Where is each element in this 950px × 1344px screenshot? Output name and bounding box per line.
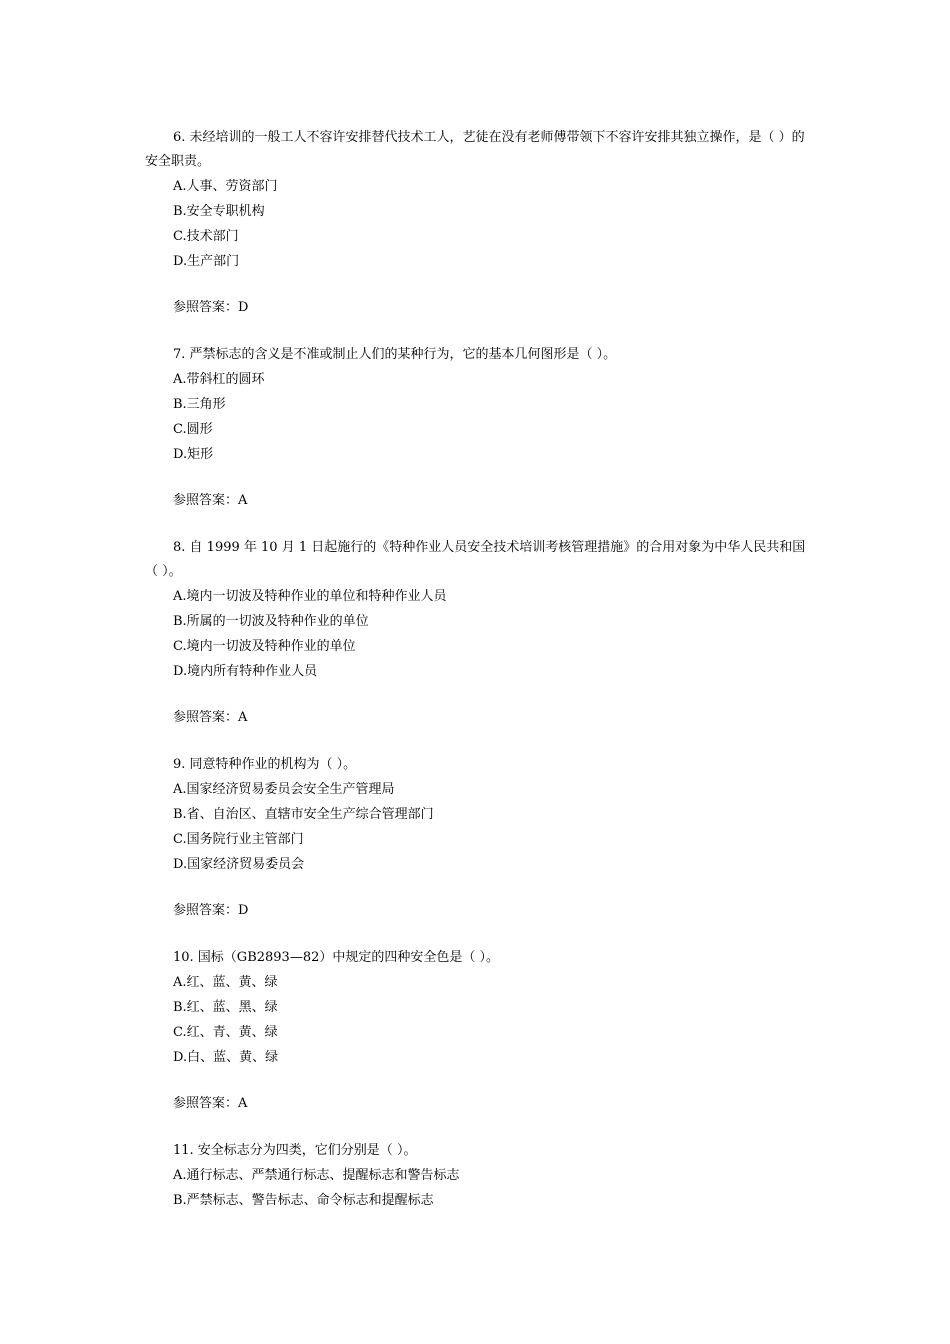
option-c: C.境内一切波及特种作业的单位 [173, 639, 356, 654]
option-a: A.带斜杠的圆环 [173, 372, 265, 387]
document-page [145, 126, 815, 1213]
question-8 [145, 536, 815, 730]
question-11 [145, 1139, 815, 1213]
question-9 [145, 753, 815, 923]
option-d: D.矩形 [173, 447, 214, 462]
answer-line: 参照答案：A [173, 710, 248, 725]
option-b: B.三角形 [173, 397, 226, 412]
option-d: D.境内所有特种作业人员 [173, 664, 318, 679]
option-a: A.通行标志、严禁通行标志、提醒标志和警告标志 [173, 1168, 460, 1183]
option-d: D.国家经济贸易委员会 [173, 857, 305, 872]
question-stem: 7. 严禁标志的含义是不准或制止人们的某种行为，它的基本几何图形是（ ）。 [173, 347, 617, 362]
option-a: A.人事、劳资部门 [173, 179, 278, 194]
answer-line: 参照答案：A [173, 1096, 248, 1111]
option-c: C.国务院行业主管部门 [173, 832, 304, 847]
option-b: B.红、蓝、黑、绿 [173, 1000, 278, 1015]
question-10 [145, 946, 815, 1116]
option-a: A.境内一切波及特种作业的单位和特种作业人员 [173, 589, 447, 604]
question-stem: 10. 国标（GB2893—82）中规定的四种安全色是（ ）。 [173, 950, 500, 965]
option-d: D.白、蓝、黄、绿 [173, 1050, 279, 1065]
option-b: B.安全专职机构 [173, 204, 265, 219]
option-c: C.圆形 [173, 422, 213, 437]
answer-line: 参照答案：D [173, 903, 249, 918]
option-b: B.省、自治区、直辖市安全生产综合管理部门 [173, 807, 434, 822]
option-b: B.所属的一切波及特种作业的单位 [173, 614, 369, 629]
option-c: C.红、青、黄、绿 [173, 1025, 278, 1040]
question-stem: 8. 自 1999 年 10 月 1 日起施行的《特种作业人员安全技术培训考核管理措施》的合用对象为中华人民共和国（ ）。 [145, 540, 806, 579]
option-a: A.国家经济贸易委员会安全生产管理局 [173, 782, 395, 797]
option-c: C.技术部门 [173, 229, 239, 244]
question-stem: 11. 安全标志分为四类，它们分别是（ ）。 [173, 1143, 417, 1158]
question-stem: 9. 同意特种作业的机构为（ ）。 [173, 757, 357, 772]
question-stem: 6. 未经培训的一般工人不容许安排替代技术工人，艺徒在没有老师傅带领下不容许安排其独立操作，是（ ）的安全职责。 [145, 130, 805, 169]
answer-line: 参照答案：A [173, 493, 248, 508]
option-b: B.严禁标志、警告标志、命令标志和提醒标志 [173, 1193, 434, 1208]
answer-line: 参照答案：D [173, 300, 249, 315]
option-d: D.生产部门 [173, 254, 240, 269]
option-a: A.红、蓝、黄、绿 [173, 975, 278, 990]
question-6 [145, 126, 815, 320]
question-7 [145, 343, 815, 513]
